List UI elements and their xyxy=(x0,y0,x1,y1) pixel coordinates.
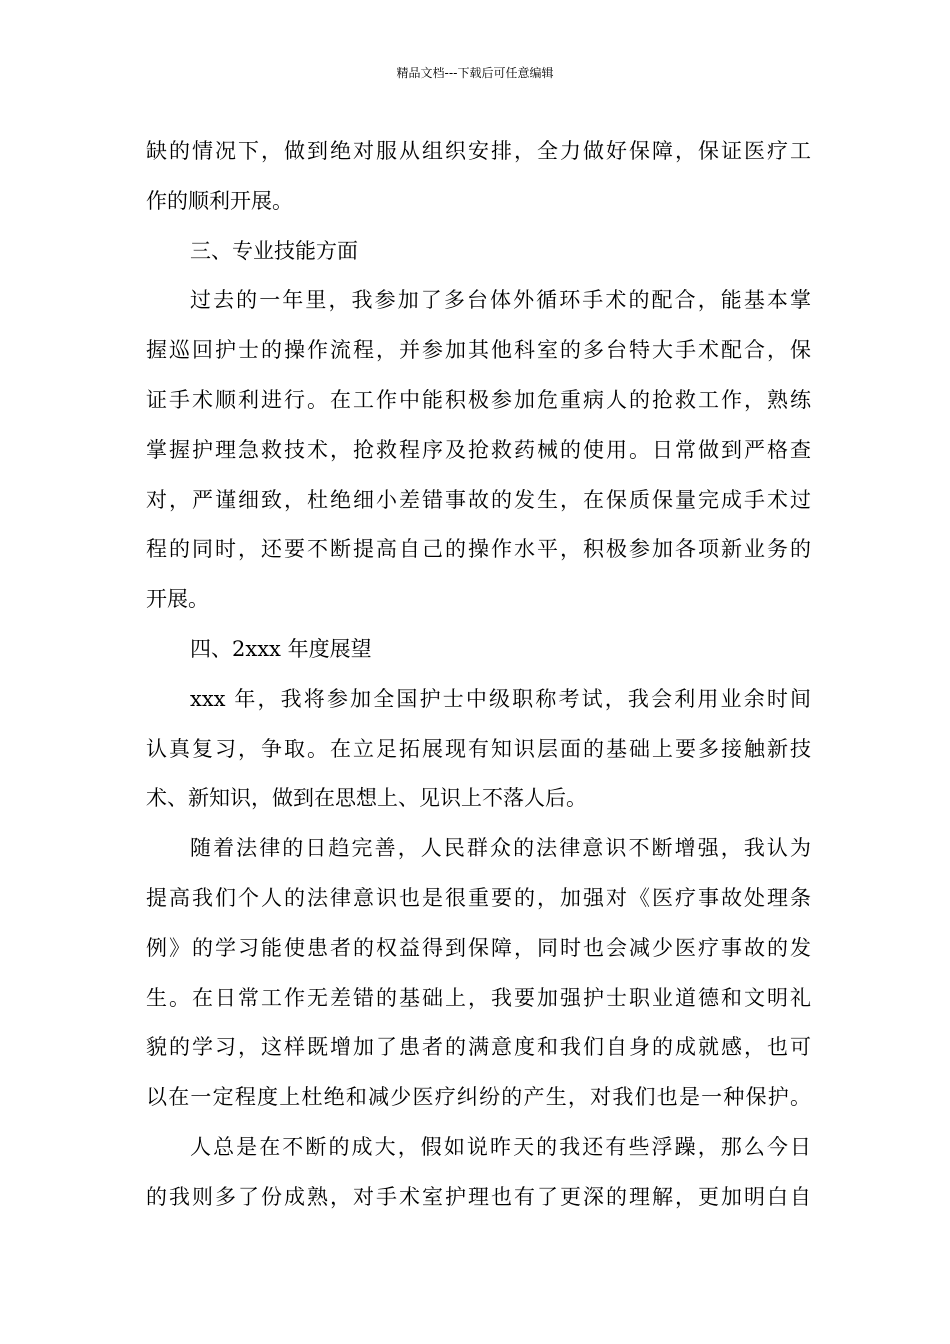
text-line: 四、2xxx 年度展望 xyxy=(190,636,372,661)
text-line: 掌握护理急救技术，抢救程序及抢救药械的使用。日常做到严格查 xyxy=(146,437,811,462)
text-line: 程的同时，还要不断提高自己的操作水平，积极参加各项新业务的 xyxy=(146,537,811,562)
text-line: 提高我们个人的法律意识也是很重要的，加强对《医疗事故处理条 xyxy=(146,885,811,910)
document-body xyxy=(146,127,811,1223)
text-line: 对，严谨细致，杜绝细小差错事故的发生，在保质保量完成手术过 xyxy=(146,487,811,512)
text-line: 例》的学习能使患者的权益得到保障，同时也会减少医疗事故的发 xyxy=(146,935,811,960)
text-line: 作的顺利开展。 xyxy=(146,188,293,213)
text-line: xxx 年，我将参加全国护士中级职称考试，我会利用业余时间 xyxy=(190,686,811,711)
text-line: 貌的学习，这样既增加了患者的满意度和我们自身的成就感，也可 xyxy=(146,1035,811,1060)
page-header: 精品文档---下载后可任意编辑 xyxy=(396,66,554,80)
text-line: 三、专业技能方面 xyxy=(190,238,358,263)
text-line: 人总是在不断的成大，假如说昨天的我还有些浮躁，那么今日 xyxy=(190,1134,811,1159)
text-line: 握巡回护士的操作流程，并参加其他科室的多台特大手术配合，保 xyxy=(146,338,811,363)
text-line: 开展。 xyxy=(146,587,209,612)
text-line: 术、新知识，做到在思想上、见识上不落人后。 xyxy=(146,786,587,811)
text-line: 以在一定程度上杜绝和减少医疗纠纷的产生，对我们也是一种保护。 xyxy=(146,1085,811,1110)
text-line: 过去的一年里，我参加了多台体外循环手术的配合，能基本掌 xyxy=(190,288,811,313)
text-line: 缺的情况下，做到绝对服从组织安排，全力做好保障，保证医疗工 xyxy=(146,139,811,163)
text-line: 证手术顺利进行。在工作中能积极参加危重病人的抢救工作，熟练 xyxy=(146,387,811,412)
text-line: 随着法律的日趋完善，人民群众的法律意识不断增强，我认为 xyxy=(190,836,811,861)
text-line: 的我则多了份成熟，对手术室护理也有了更深的理解，更加明白自 xyxy=(146,1184,811,1209)
text-line: 生。在日常工作无差错的基础上，我要加强护士职业道德和文明礼 xyxy=(146,985,811,1010)
text-line: 认真复习，争取。在立足拓展现有知识层面的基础上要多接触新技 xyxy=(146,736,811,761)
